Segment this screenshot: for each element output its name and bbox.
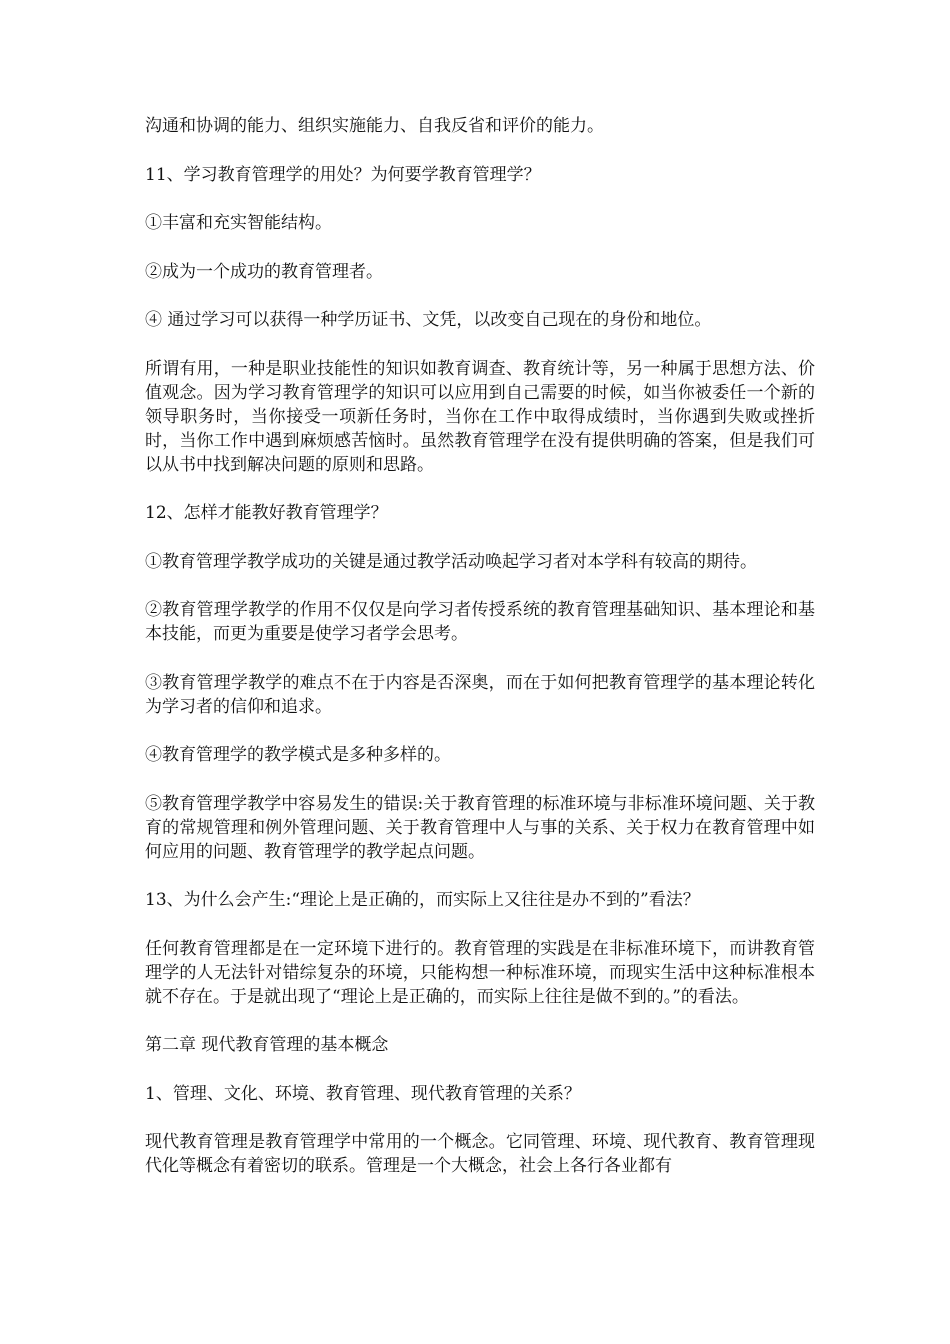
answer-item-1: ①丰富和充实智能结构。 (145, 213, 332, 233)
question-12-heading: 12、怎样才能教好教育管理学？ (145, 503, 388, 523)
chapter-2-question-1: 1、管理、文化、环境、教育管理、现代教育管理的关系？ (145, 1083, 581, 1104)
question-11-heading: 11、学习教育管理学的用处？为何要学教育管理学？ (145, 164, 541, 185)
document-body (145, 114, 815, 1203)
question-13-heading: 13、为什么会产生:“理论上是正确的，而实际上又往往是办不到的”看法？ (145, 890, 700, 910)
answer-item-4: ④ 通过学习可以获得一种学历证书、文凭，以改变自己现在的身份和地位。 (145, 310, 712, 330)
teaching-point-4: ④教育管理学的教学模式是多种多样的。 (145, 745, 451, 765)
teaching-point-3: ③教育管理学教学的难点不在于内容是否深奥，而在于如何把教育管理学的基本理论转化为学习者的信仰和追求。 (145, 672, 815, 717)
question-13-answer: 任何教育管理都是在一定环境下进行的。教育管理的实践是在非标准环境下，而讲教育管理学的人无法针对错综复杂的环境，只能构想一种标准环境，而现实生活中这种标准根本就不存在。于是就出现了“理论上是正确的，而实际上往往是做不到的。”的看法。 (145, 938, 815, 1007)
chapter-2-title: 第二章 现代教育管理的基本概念 (145, 1035, 389, 1055)
teaching-point-1: ①教育管理学教学成功的关键是通过教学活动唤起学习者对本学科有较高的期待。 (145, 551, 757, 572)
paragraph-continuation: 沟通和协调的能力、组织实施能力、自我反省和评价的能力。 (145, 116, 604, 136)
teaching-point-5: ⑤教育管理学教学中容易发生的错误:关于教育管理的标准环境与非标准环境问题、关于教育的常规管理和例外管理问题、关于教育管理中人与事的关系、关于权力在教育管理中如何应用的问题、教育管理学的教学起点问题。 (145, 793, 815, 862)
answer-item-2: ②成为一个成功的教育管理者。 (145, 261, 383, 282)
explanation-paragraph: 所谓有用，一种是职业技能性的知识如教育调查、教育统计等，另一种属于思想方法、价值观念。因为学习教育管理学的知识可以应用到自己需要的时候，如当你被委任一个新的领导职务时，当你接受一项新任务时，当你在工作中取得成绩时，当你遇到失败或挫折时，当你工作中遇到麻烦感苦恼时。虽然教育管理学在没有提供明确的答案，但是我们可以从书中找到解决问题的原则和思路。 (145, 358, 815, 475)
teaching-point-2: ②教育管理学教学的作用不仅仅是向学习者传授系统的教育管理基础知识、基本理论和基本技能，而更为重要是使学习者学会思考。 (145, 600, 815, 644)
chapter-2-answer-paragraph: 现代教育管理是教育管理学中常用的一个概念。它同管理、环境、现代教育、教育管理现代化等概念有着密切的联系。管理是一个大概念，社会上各行各业都有 (145, 1132, 815, 1176)
